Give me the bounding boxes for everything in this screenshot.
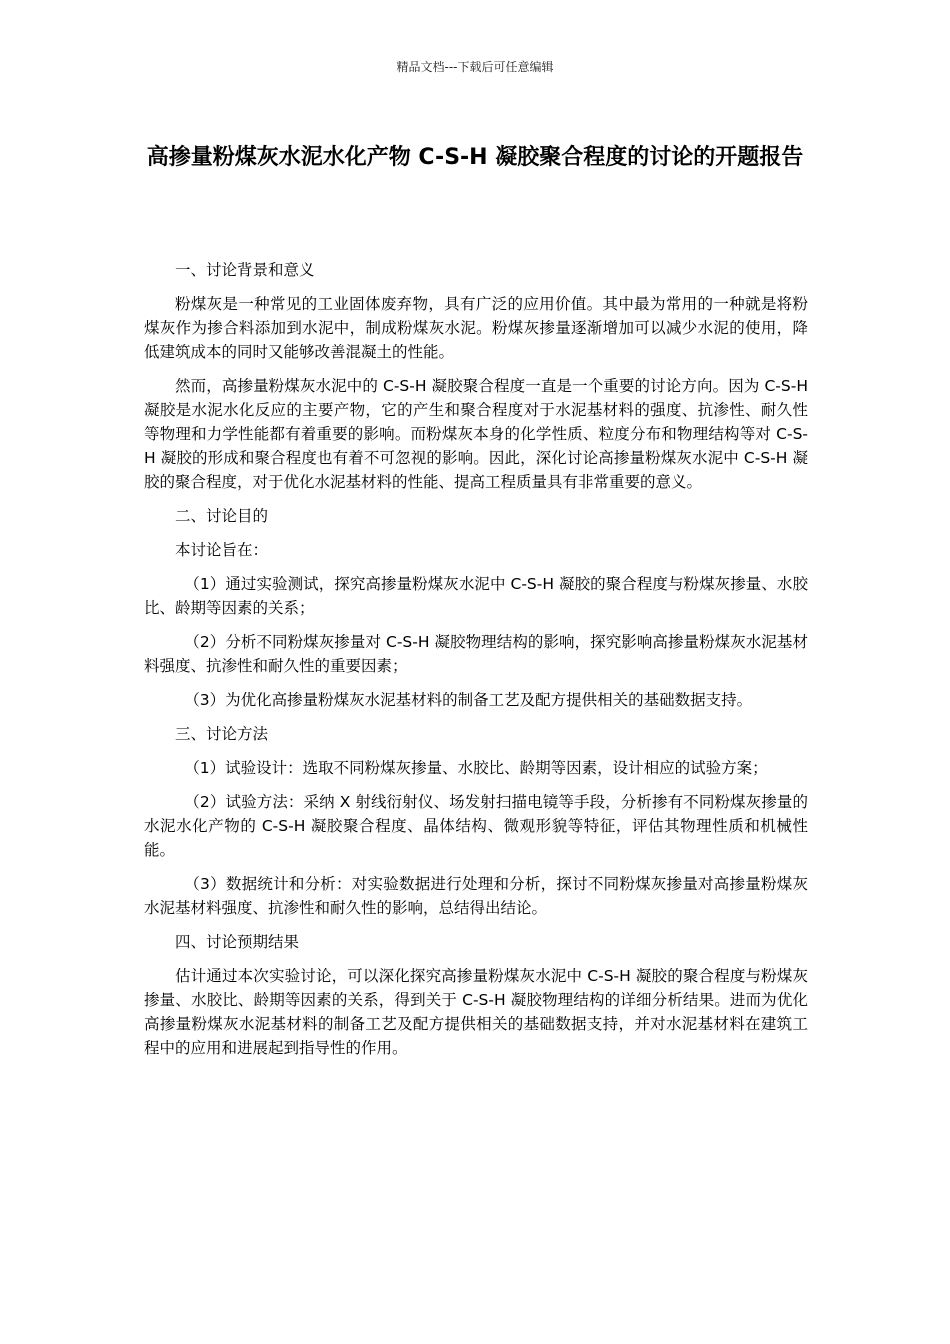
section-heading-purpose: 二、讨论目的: [175, 507, 269, 525]
document-body: [144, 258, 808, 1070]
paragraph-purpose-intro: 本讨论旨在：: [175, 541, 269, 559]
method-item-1: （1）试验设计：选取不同粉煤灰掺量、水胶比、龄期等因素，设计相应的试验方案；: [184, 759, 768, 777]
purpose-item-3: （3）为优化高掺量粉煤灰水泥基材料的制备工艺及配方提供相关的基础数据支持。: [184, 691, 753, 709]
method-item-2: （2）试验方法：采纳 X 射线衍射仪、场发射扫描电镜等手段，分析掺有不同粉煤灰掺量的水泥水化产物的 C-S-H 凝胶聚合程度、晶体结构、微观形貌等特征，评估其物理性质和机械性能。: [144, 793, 808, 859]
paragraph-background-1: 粉煤灰是一种常见的工业固体废弃物，具有广泛的应用价值。其中最为常用的一种就是将粉煤灰作为掺合料添加到水泥中，制成粉煤灰水泥。粉煤灰掺量逐渐增加可以减少水泥的使用，降低建筑成本的同时又能够改善混凝土的性能。: [144, 295, 808, 361]
header-note: 精品文档---下载后可任意编辑: [396, 60, 554, 74]
section-heading-background: 一、讨论背景和意义: [175, 261, 315, 279]
paragraph-results: 估计通过本次实验讨论，可以深化探究高掺量粉煤灰水泥中 C-S-H 凝胶的聚合程度与粉煤灰掺量、水胶比、龄期等因素的关系，得到关于 C-S-H 凝胶物理结构的详细分析结果。进而为优化高掺量粉煤灰水泥基材料的制备工艺及配方提供相关的基础数据支持，并对水泥基材料在建筑工程中的应用和进展起到指导性的作用。: [144, 967, 808, 1057]
purpose-item-2: （2）分析不同粉煤灰掺量对 C-S-H 凝胶物理结构的影响，探究影响高掺量粉煤灰水泥基材料强度、抗渗性和耐久性的重要因素；: [144, 633, 808, 675]
purpose-item-1: （1）通过实验测试，探究高掺量粉煤灰水泥中 C-S-H 凝胶的聚合程度与粉煤灰掺量、水胶比、龄期等因素的关系；: [144, 575, 808, 617]
document-title: 高掺量粉煤灰水泥水化产物 C-S-H 凝胶聚合程度的讨论的开题报告: [146, 145, 804, 170]
section-heading-results: 四、讨论预期结果: [175, 933, 300, 951]
method-item-3: （3）数据统计和分析：对实验数据进行处理和分析，探讨不同粉煤灰掺量对高掺量粉煤灰水泥基材料强度、抗渗性和耐久性的影响，总结得出结论。: [144, 875, 808, 917]
section-heading-method: 三、讨论方法: [175, 725, 269, 743]
paragraph-background-2: 然而，高掺量粉煤灰水泥中的 C-S-H 凝胶聚合程度一直是一个重要的讨论方向。因为 C-S-H 凝胶是水泥水化反应的主要产物，它的产生和聚合程度对于水泥基材料的强度、抗渗性、耐久性等物理和力学性能都有着重要的影响。而粉煤灰本身的化学性质、粒度分布和物理结构等对 C-S-H 凝胶的形成和聚合程度也有着不可忽视的影响。因此，深化讨论高掺量粉煤灰水泥中 C-S-H 凝胶的聚合程度，对于优化水泥基材料的性能、提高工程质量具有非常重要的意义。: [144, 377, 808, 491]
